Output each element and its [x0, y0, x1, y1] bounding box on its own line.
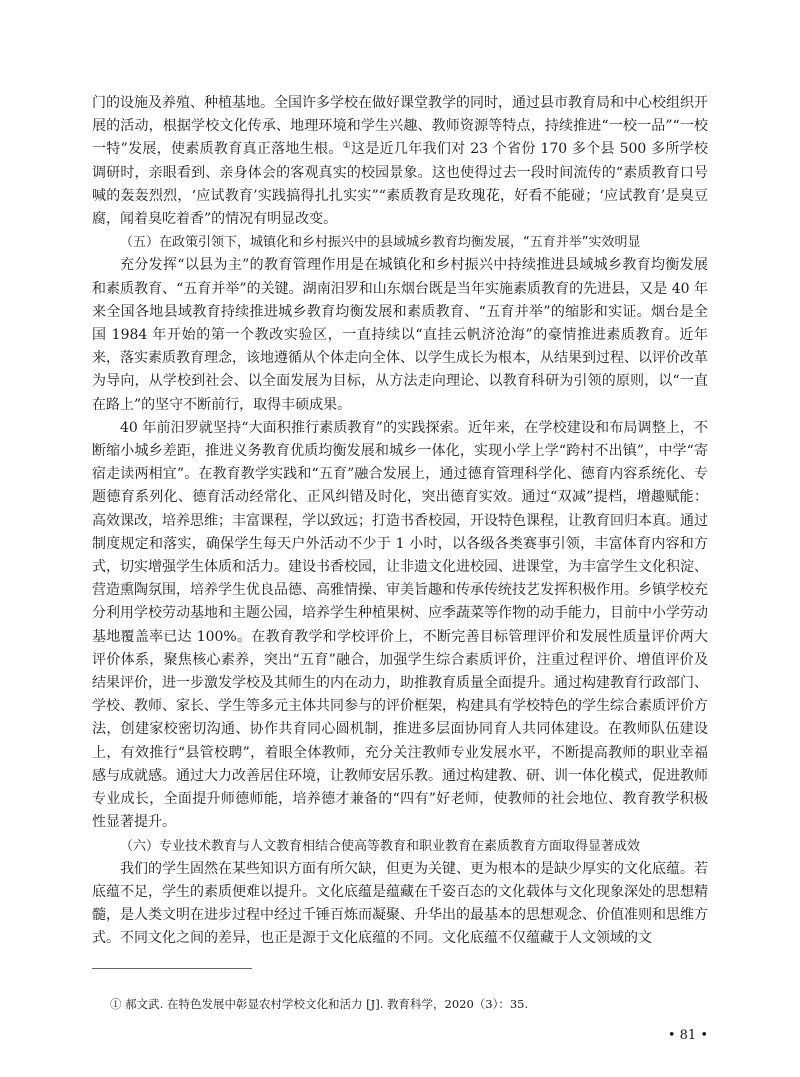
page-body: [92, 92, 708, 951]
body-paragraph-4: 我们的学生固然在某些知识方面有所欠缺，但更为关键、更为根本的是缺少厚实的文化底蕴。若底蕴不足，学生的素质便难以提升。文化底蕴是蕴藏在千姿百态的文化载体与文化现象深处的思想精髓，是人类文明在进步过程中经过千锤百炼而凝聚、升华出的最基本的思想观念、价值准则和思维方式。不同文化之间的差异，也正是源于文化底蕴的不同。文化底蕴不仅蕴藏于人文领域的文: [92, 860, 708, 947]
body-paragraph-3: 40 年前汨罗就坚持“大面积推行素质教育”的实践探索。近年来，在学校建设和布局调整上，不断缩小城乡差距，推进义务教育优质均衡发展和城乡一体化，实现小学上学“跨村不出镇”，中学“寄宿走读两相宜”。在教育教学实践和“五育”融合发展上，通过德育管理科学化、德育内容系统化、专题德育系列化、德育活动经常化、正风纠错及时化，突出德育实效。通过“双减”提档，增趣赋能：高效课改，培养思维；丰富课程，学以致远；打造书香校园，开设特色课程，让教育回归本真。通过制度规定和落实，确保学生每天户外活动不少于 1 小时，以各级各类赛事引领，丰富体育内容和方式，切实增强学生体质和活力。建设书香校园，让非遗文化进校园、进课堂，为丰富学生文化积淀、营造熏陶氛围，培养学生优良品德、高雅情操、审美旨趣和传承传统技艺发挥积极作用。乡镇学校充分利用学校劳动基地和主题公园，培养学生种植果树、应季蔬菜等作物的动手能力，目前中小学劳动基地覆盖率已达 100%。在教育教学和学校评价上，不断完善目标管理评价和发展性质量评价两大评价体系，聚焦核心素养，突出“五育”融合，加强学生综合素质评价，注重过程评价、增值评价及结果评价，进一步激发学校及其师生的内在动力，助推教育质量全面提升。通过构建教育行政部门、学校、教师、家长、学生等多元主体共同参与的评价框架，构建具有学校特色的学生综合素质评价方法，创建家校密切沟通、协作共育同心圆机制，推进多层面协同育人共同体建设。在教师队伍建设上，有效推行“县管校聘”，着眼全体教师，充分关注教师专业发展水平，不断提高教师的职业幸福感与成就感。通过大力改善居住环境，让教师安居乐教。通过构建教、研、训一体化模式，促进教师专业成长，全面提升师德师能，培养德才兼备的“四有”好老师，使教师的社会地位、教育教学积极性显著提升。: [92, 419, 708, 831]
body-paragraph-2: 充分发挥“以县为主”的教育管理作用是在城镇化和乡村振兴中持续推进县域城乡教育均衡发展和素质教育、“五育并举”的关键。湖南汨罗和山东烟台既是当年实施素质教育的先进县，又是 40 年来全国各地县域教育持续推进城乡教育均衡发展和素质教育、“五育并举”的缩影和实证。烟台是全国 1984 年开始的第一个教改实验区，一直持续以“直挂云帆济沧海”的豪情推进素质教育。近年来，落实素质教育理念，该地遵循从个体走向全体、以学生成长为根本，从结果到过程、以评价改革为导向，从学校到社会、以全面发展为目标，从方法走向理论、以教育科研为引领的原则，以“一直在路上”的坚守不断前行，取得丰硕成果。: [92, 257, 708, 413]
body-paragraph-1: [92, 92, 708, 231]
footnote-divider: [92, 968, 252, 969]
paragraph-1-text: 门的设施及养殖、种植基地。全国许多学校在做好课堂教学的同时，通过县市教育局和中心校组织开展的活动，根据学校文化传承、地理环境和学生兴趣、教师资源等特点，持续推进“一校一品”“一校一特”发展，使素质教育真正落地生根。: [92, 95, 708, 158]
paragraph-1-tail: 这是近几年我们对 23 个省份 170 多个县 500 多所学校调研时，亲眼看到、亲身体会的客观真实的校园景象。这也使得过去一段时间流传的“素质教育口号喊的轰轰烈烈，‘应试教育’实践搞得扎扎实实”“素质教育是玫瑰花，好看不能碰；‘应试教育’是臭豆腐，闻着臭吃着香”的情况有明显改变。: [92, 141, 708, 228]
section-heading-6: （六）专业技术教育与人文教育相结合使高等教育和职业教育在素质教育方面取得显著成效: [120, 838, 641, 854]
footnote: ① 郝文武. 在特色发展中彰显农村学校文化和活力 [J]. 教育科学，2020（3）：35.: [110, 997, 529, 1011]
section-heading-5: （五）在政策引领下，城镇化和乡村振兴中的县域城乡教育均衡发展，“五育并举”实效明显: [120, 235, 641, 251]
page-number: • 81 •: [667, 1028, 708, 1043]
footnote-reference[interactable]: ①: [342, 141, 352, 152]
